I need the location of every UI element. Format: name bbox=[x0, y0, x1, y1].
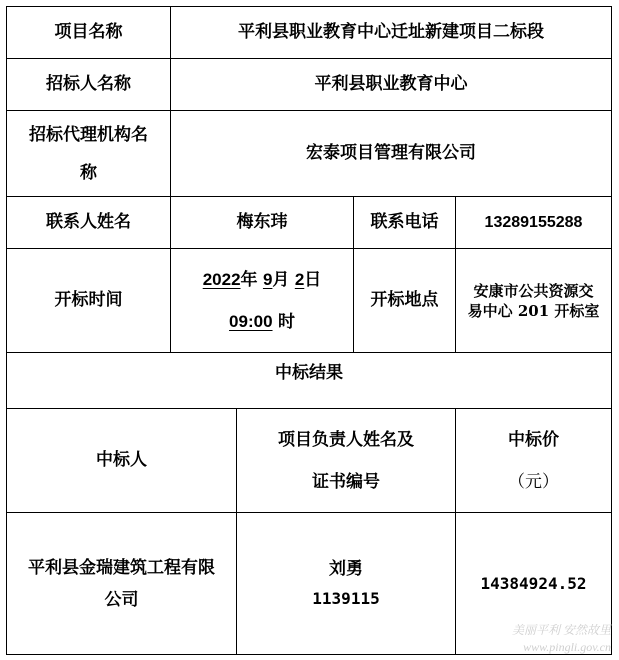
opening-place-value bbox=[456, 249, 611, 352]
opening-day: 2 bbox=[294, 269, 305, 289]
winner-line2: 公司 bbox=[104, 589, 139, 610]
contact-label: 联系人姓名 bbox=[46, 211, 131, 232]
manager-column-header bbox=[237, 409, 455, 512]
month-unit: 月 bbox=[272, 269, 290, 290]
agency-value: 宏泰项目管理有限公司 bbox=[306, 142, 476, 163]
contact-name: 梅东玮 bbox=[236, 211, 288, 232]
opening-month: 9 bbox=[262, 269, 273, 289]
manager-name: 刘勇 bbox=[329, 558, 363, 579]
price-column-header bbox=[456, 409, 611, 512]
winner-column-header: 中标人 bbox=[96, 449, 147, 470]
project-name-label: 项目名称 bbox=[54, 21, 123, 42]
opening-time-value bbox=[171, 249, 353, 352]
manager-header-line2: 证书编号 bbox=[312, 471, 380, 492]
result-heading: 中标结果 bbox=[275, 362, 343, 383]
watermark-line1: 美丽平利 安然故里 bbox=[511, 623, 611, 638]
day-unit: 日 bbox=[304, 269, 322, 290]
price-value: 14384924.52 bbox=[480, 573, 587, 593]
opening-date bbox=[203, 259, 322, 301]
opening-place-label: 开标地点 bbox=[370, 289, 439, 310]
phone-label: 联系电话 bbox=[370, 211, 439, 232]
manager-header-line1: 项目负责人姓名及 bbox=[278, 429, 414, 450]
agency-label-line2: 称 bbox=[80, 162, 97, 183]
manager-cert: 1139115 bbox=[312, 588, 380, 608]
hour-unit: 时 bbox=[277, 311, 295, 332]
opening-year: 2022 bbox=[202, 269, 241, 289]
opening-clock bbox=[229, 301, 295, 343]
year-unit: 年 bbox=[240, 269, 258, 290]
winner-value bbox=[7, 513, 236, 654]
opening-place-line1: 安康市公共资源交 bbox=[473, 281, 594, 300]
tenderer-value: 平利县职业教育中心 bbox=[314, 73, 468, 94]
agency-label-line1: 招标代理机构名 bbox=[29, 124, 148, 145]
opening-hour: 09:00 bbox=[229, 311, 273, 331]
watermark bbox=[512, 622, 611, 656]
opening-time-label: 开标时间 bbox=[54, 289, 123, 310]
agency-label bbox=[7, 111, 170, 196]
opening-place-line2: 易中心 201 开标室 bbox=[467, 301, 600, 320]
table-border-right bbox=[611, 6, 612, 655]
watermark-line2: www.pingli.gov.cn bbox=[523, 640, 611, 655]
phone-value: 13289155288 bbox=[484, 213, 583, 231]
price-header-line2: （元） bbox=[508, 471, 559, 492]
price-header-line1: 中标价 bbox=[508, 429, 559, 450]
tenderer-label: 招标人名称 bbox=[46, 73, 131, 94]
manager-value bbox=[237, 513, 455, 654]
project-name-value: 平利县职业教育中心迁址新建项目二标段 bbox=[238, 21, 544, 42]
winner-line1: 平利县金瑞建筑工程有限 bbox=[28, 557, 215, 578]
